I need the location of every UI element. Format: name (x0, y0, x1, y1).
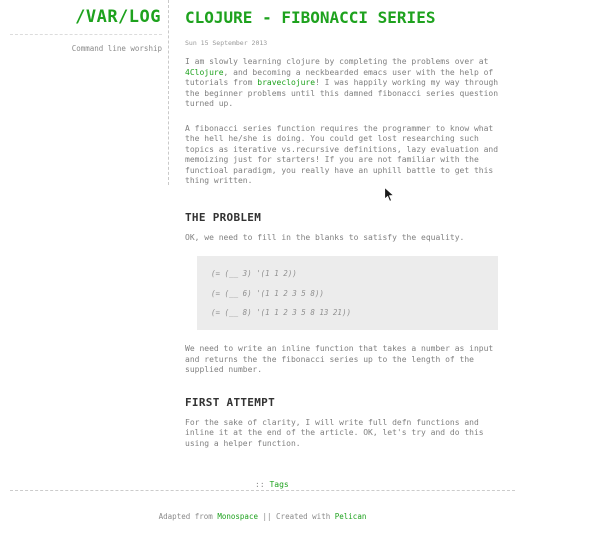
page-footer (10, 490, 515, 521)
problem-outro-paragraph: We need to write an inline function that takes a number as input and returns the the fibonacci series up to the length of the supplied number. (185, 344, 494, 374)
link-monospace-theme[interactable]: Monospace (217, 512, 258, 521)
code-block (197, 256, 498, 330)
sidebar (10, 0, 169, 185)
tags-link[interactable]: Tags (269, 480, 289, 489)
section-heading-first-attempt: FIRST ATTEMPT (185, 395, 275, 409)
code-line: (= (__ 3) '(1 1 2)) (211, 269, 297, 278)
site-title-link[interactable]: /VAR/LOG (10, 8, 162, 35)
mouse-cursor-icon (383, 186, 396, 204)
code-line: (= (__ 6) '(1 1 2 3 5 8)) (211, 288, 324, 298)
article-content (169, 0, 510, 491)
article-title-link[interactable]: CLOJURE - FIBONACCI SERIES (185, 8, 436, 27)
section-heading-the-problem: THE PROBLEM (185, 210, 262, 224)
paragraph-text: ! I was happily working my way through the beginner problems until this damned fibonacci series question turned up. (185, 78, 499, 108)
paragraph-text: I am slowly learning clojure by completing the problems over at (185, 57, 489, 66)
second-paragraph: A fibonacci series function requires the programmer to know what the hell he/she is doing. You could get lost researching such topics as iterative vs.recursive definitions, lazy evaluation and memoizing just for starters! If you are not familiar with the functioal paradigm, you really have an uphill battle to get this thing written. (185, 123, 499, 185)
problem-intro-paragraph: OK, we need to fill in the blanks to satisfy the equality. (185, 232, 465, 242)
footer-text: || Created with (257, 512, 335, 521)
article-date: Sun 15 September 2013 (185, 39, 268, 47)
link-pelican[interactable]: Pelican (334, 512, 367, 521)
link-braveclojure[interactable]: braveclojure (257, 78, 316, 87)
paragraph-text: , and becoming a neckbearded emacs user with the help of tutorials from (185, 67, 494, 87)
site-tagline: Command line worship (71, 44, 162, 53)
tags-line (185, 480, 510, 491)
link-4clojure[interactable]: 4Clojure (185, 67, 224, 77)
code-line: (= (__ 8) '(1 1 2 3 5 8 13 21)) (211, 308, 351, 317)
tags-prefix: :: (255, 480, 270, 489)
footer-text: Adapted from (158, 512, 218, 521)
intro-paragraph (185, 57, 510, 110)
first-attempt-paragraph: For the sake of clarity, I will write full defn functions and inline it at the end of the article. OK, let's try and do this using a helper function. (185, 417, 484, 448)
